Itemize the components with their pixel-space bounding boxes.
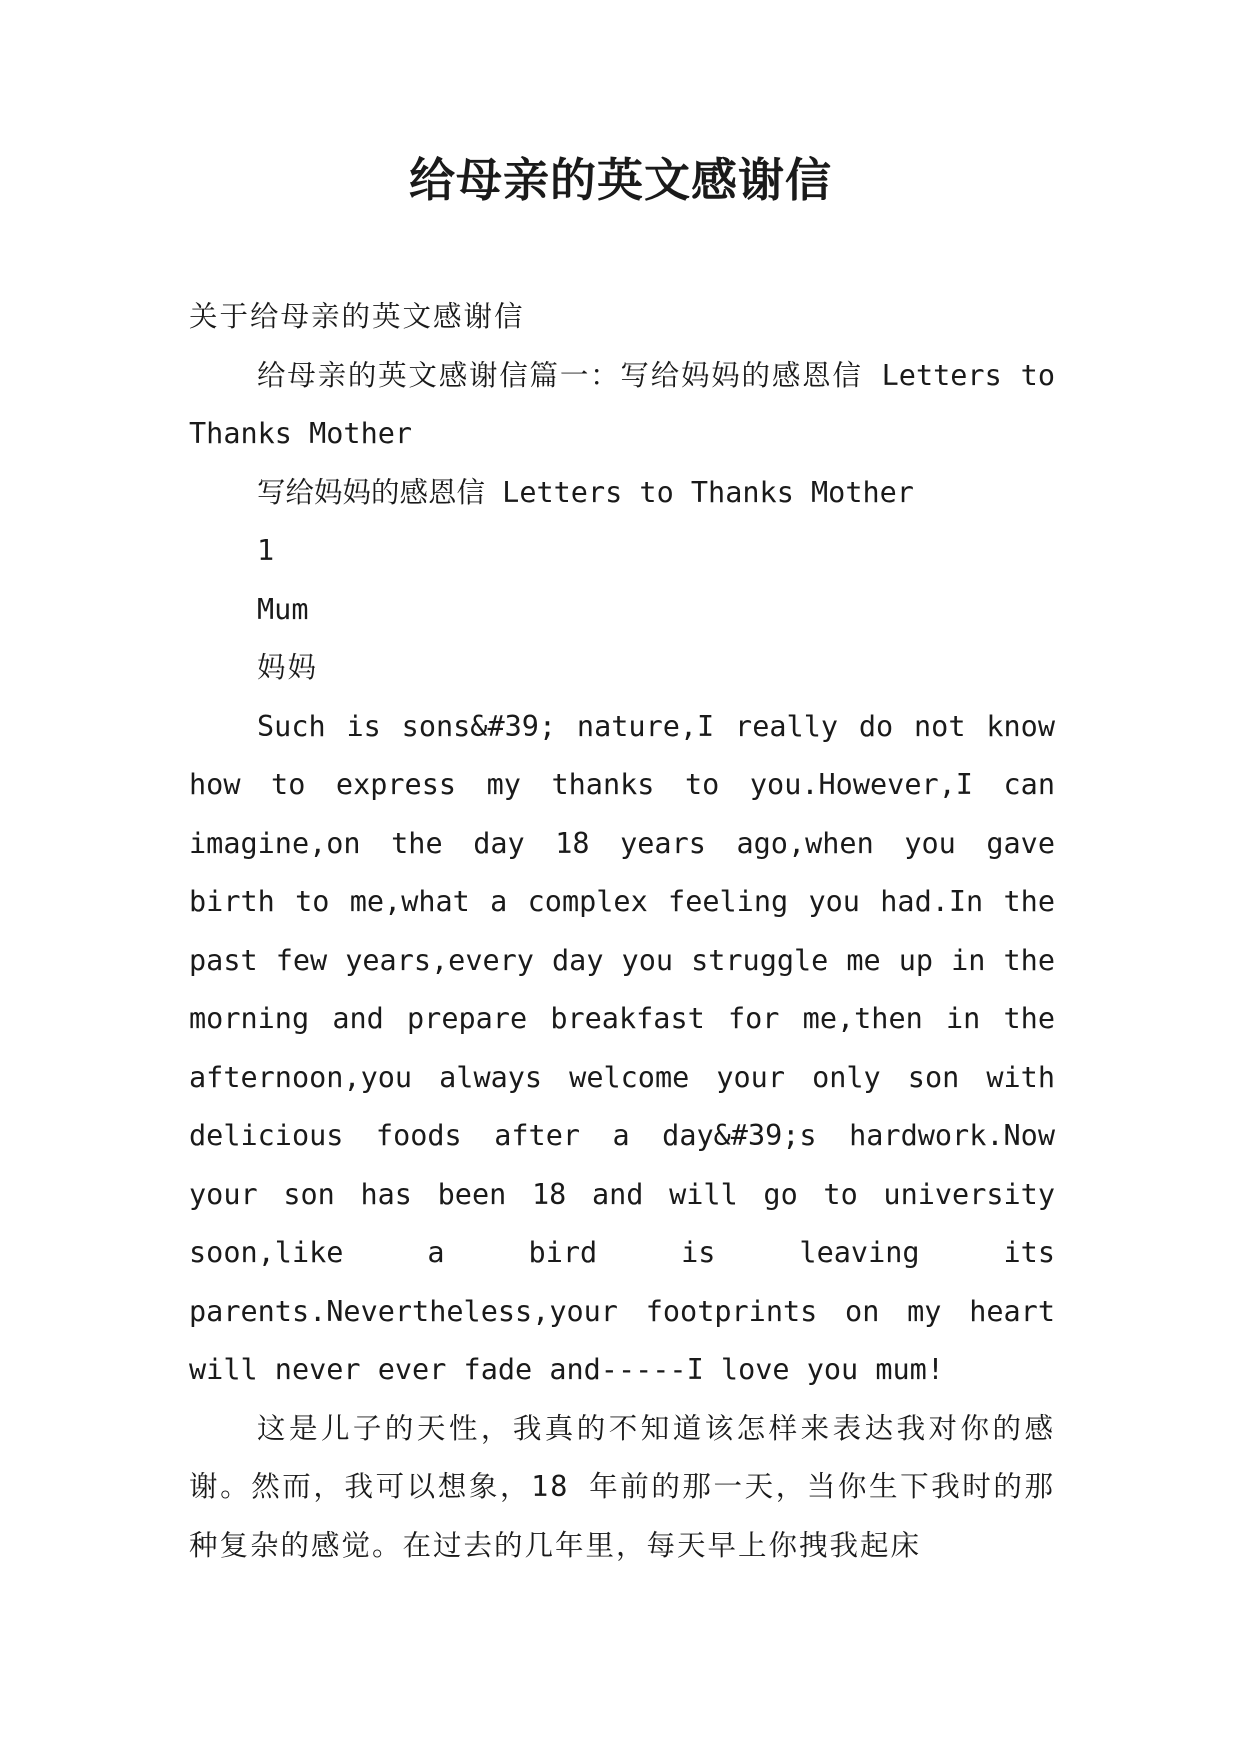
letter-title-paragraph: 写给妈妈的感恩信 Letters to Thanks Mother [257, 475, 914, 509]
intro-paragraph: 关于给母亲的英文感谢信 [189, 300, 525, 333]
letter-number-paragraph: 1 [257, 534, 275, 567]
salutation-chinese-paragraph: 妈妈 [257, 651, 319, 684]
english-letter-paragraph: Such is sons&#39; nature,I really do not know how to express my thanks to you.However,I can imagine,on the day 18 years ago,when you gave birth to me,what a complex feeling you had.In the past few years,every day you struggle me up in the morning and prepare breakfast for me,then in the afternoon,you always welcome your only son with delicious foods after a day&#39;s hardwork.Now your son has been 18 and will go to university soon,like a bird is leaving its parents.Nevertheless,your footprints on my heart will never ever fade and-----I love you mum! [189, 709, 1055, 1386]
salutation-english-paragraph: Mum [257, 592, 309, 626]
chinese-letter-paragraph: 这是儿子的天性，我真的不知道该怎样来表达我对你的感谢。然而，我可以想象，18 年前的那一天，当你生下我时的那种复杂的感觉。在过去的几年里，每天早上你拽我起床 [189, 1411, 1055, 1562]
document-body [189, 288, 1055, 1575]
document-title: 给母亲的英文感谢信 [409, 153, 832, 207]
section-heading-paragraph: 给母亲的英文感谢信篇一：写给妈妈的感恩信 Letters to Thanks Mother [189, 358, 1055, 450]
